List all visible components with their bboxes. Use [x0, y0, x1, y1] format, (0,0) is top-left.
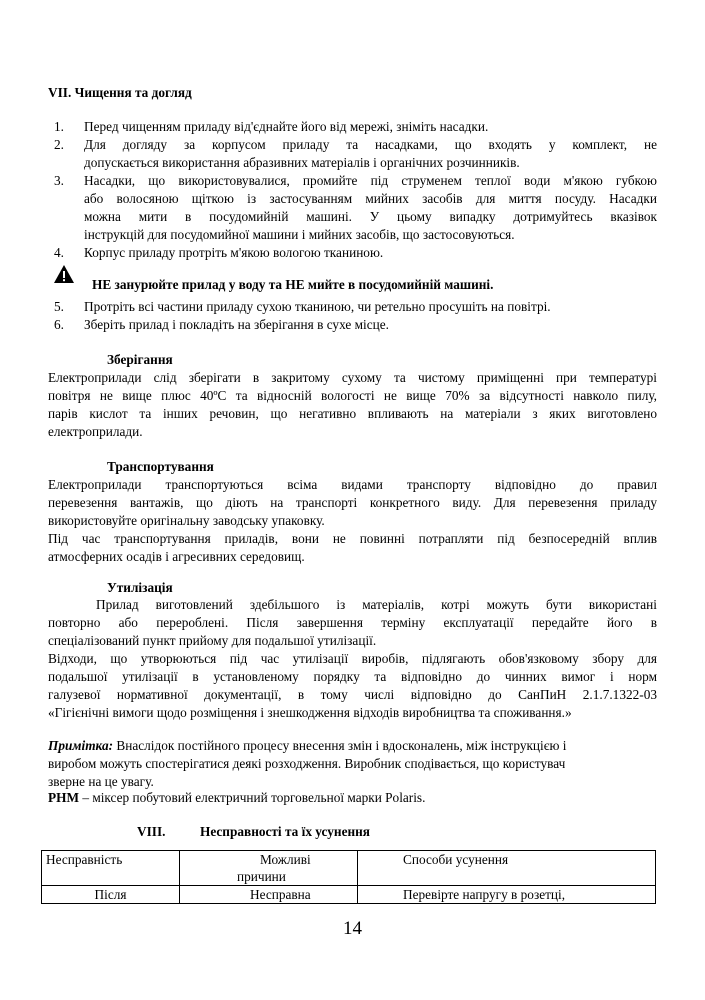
section-8-title: Несправності та їх усунення [200, 824, 370, 839]
transport-line: Під час транспортування приладів, вони не повинні потрапляти під безпосередній вплив [48, 531, 657, 546]
header-solutions: Способи усунення [403, 852, 509, 867]
list-item-line: інструкцій для посудомийної машини і мийних засобів, що застосовуються. [84, 227, 515, 242]
list-item-line: або волосяною щіткою із застосуванням мийних засобів для миття посуду. Насадки [84, 191, 657, 206]
list-item-number: 6. [54, 317, 64, 332]
warning-icon [53, 264, 75, 284]
disposal-line: «Гігієнічні вимоги щодо розміщення і знешкодження відходів виробництва та споживання.» [48, 705, 572, 720]
page-number: 14 [343, 918, 362, 939]
disposal-line: спеціалізований пункт прийому для подальшої утилізації. [48, 633, 377, 648]
table-header-cell [358, 851, 656, 886]
troubleshooting-table [41, 850, 656, 904]
table-header-cell [180, 851, 358, 886]
header-causes-2: причини [237, 869, 286, 884]
note-line-1 [48, 737, 648, 755]
list-item-number: 1. [54, 119, 64, 134]
disposal-line: Прилад виготовлений здебільшого із матеріалів, котрі можуть бути використані [96, 597, 657, 612]
list-item-number: 5. [54, 299, 64, 314]
transport-line: Електроприлади транспортуються всіма видами транспорту відповідно до правил [48, 477, 657, 492]
list-item-number: 4. [54, 245, 64, 260]
list-item: Перед чищенням приладу від'єднайте його від мережі, зніміть насадки. [84, 119, 489, 134]
disposal-line: Відходи, що утворюються під час утилізації виробів, підлягають обов'язковому збору для [48, 651, 657, 666]
list-item: Корпус приладу протріть м'якою вологою тканиною. [84, 245, 384, 260]
list-item-line: можна мити в посудомийній машині. У цьому випадку дотримуйтесь вказівок [84, 209, 657, 224]
transport-line: перевезення вантажів, що діють на транспорті конкретного виду. Для перевезення приладу [48, 495, 657, 510]
header-causes-1: Можливі [260, 852, 311, 867]
abbr-definition: – міксер побутовий електричний торговельної марки Polaris. [82, 790, 426, 805]
transport-line: атмосферних осадів і агресивних середовищ. [48, 549, 305, 564]
table-cell: Несправна [180, 886, 358, 904]
storage-line: повітря не вище плюс 40ºС та відносній вологості не вище 70% за відсутності навколо пилу, [48, 388, 657, 403]
section-8-number: VIII. [137, 824, 166, 839]
table-cell: Після [42, 886, 180, 904]
list-item: Протріть всі частини приладу сухою тканиною, чи ретельно просушіть на повітрі. [84, 299, 551, 314]
disposal-line: галузевої нормативної документації, в тому числі відповідно до СанПиН 2.1.7.1322-03 [48, 687, 657, 702]
table-row [42, 886, 656, 904]
list-item: Зберіть прилад і покладіть на зберігання в сухе місце. [84, 317, 389, 332]
list-item-line: допускається використання абразивних матеріалів і органічних розчинників. [84, 155, 520, 170]
list-item-line: Насадки, що використовувалися, промийте під струменем теплої води м'якою губкою [84, 173, 657, 188]
list-item-line: Для догляду за корпусом приладу та насадками, що входять у комплект, не [84, 137, 657, 152]
disposal-line: подальшої утилізації в установленому порядку та відповідно до чинних вимог і норм [48, 669, 657, 684]
note-line: виробом можуть спостерігатися деякі розходження. Виробник сподівається, що користувач [48, 756, 566, 771]
storage-line: Електроприлади слід зберігати в закритому сухому та чистому приміщенні при температурі [48, 370, 657, 385]
abbr-term: PHM [48, 790, 80, 805]
storage-title: Зберігання [107, 352, 173, 367]
warning-text: НЕ занурюйте прилад у воду та НЕ мийте в посудомийній машині. [92, 277, 494, 292]
table-cell: Перевірте напругу в розетці, [358, 886, 656, 904]
list-item-number: 3. [54, 173, 64, 188]
note-label: Примітка: [48, 738, 114, 753]
note-line: зверне на це увагу. [48, 774, 154, 789]
header-problem: Несправність [46, 852, 123, 867]
section-7-title: VII. Чищення та догляд [48, 85, 192, 100]
transport-title: Транспортування [107, 459, 214, 474]
storage-line: парів кислот та інших речовин, що негативно впливають на матеріали з яких виготовлено [48, 406, 657, 421]
list-item-number: 2. [54, 137, 64, 152]
transport-line: використовуйте оригінальну заводську упаковку. [48, 513, 325, 528]
table-header-cell [42, 851, 180, 886]
abbr-line [48, 789, 648, 807]
disposal-line: повторно або перероблені. Після завершення терміну експлуатації передайте його в [48, 615, 657, 630]
table-header-row [42, 851, 656, 886]
disposal-title: Утилізація [107, 580, 173, 595]
storage-line: електроприлади. [48, 424, 143, 439]
note-text: Внаслідок постійного процесу внесення змін і вдосконалень, між інструкцією і [116, 738, 567, 753]
